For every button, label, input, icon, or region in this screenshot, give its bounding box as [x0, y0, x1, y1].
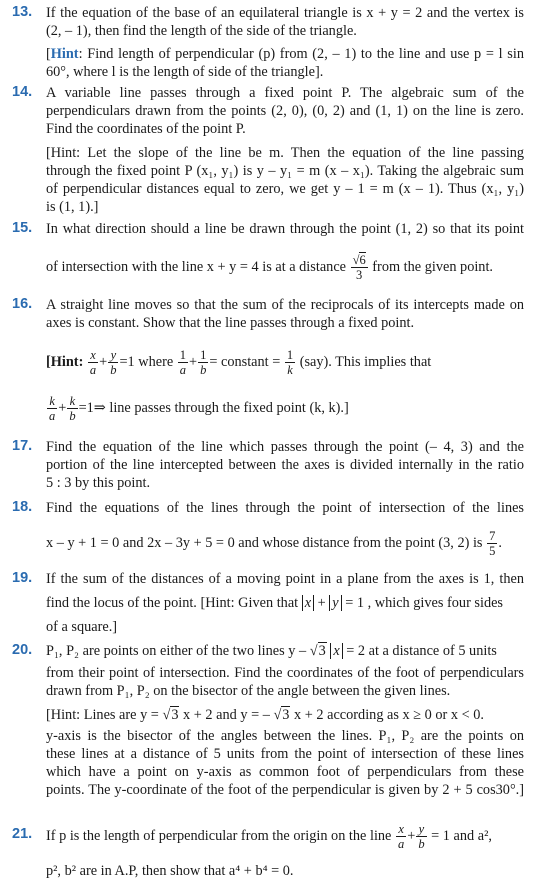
- question-text-line: If the sum of the distances of a moving point in a plane from the axes is 1, then: [46, 571, 524, 587]
- question-number: 14.: [12, 84, 33, 100]
- hint-line: is (1, 1).]: [46, 199, 99, 215]
- question-number: 15.: [12, 220, 33, 236]
- question-text-line: (2, – 1), then find the length of the side of the triangle.: [46, 23, 357, 39]
- question-number: 17.: [12, 438, 33, 454]
- question-text-line: Find the equations of the lines through the point of intersection of the lines: [46, 500, 524, 516]
- question-text-line: of a square.]: [46, 619, 118, 635]
- question-text-line: x – y + 1 = 0 and 2x – 3y + 5 = 0 and whose distance from the point (3, 2) is $\frac{7}{5}$ .: [46, 529, 502, 559]
- question-text-line: perpendiculars drawn from the points (2, 0), (0, 2) and (1, 1) on the line is zero.: [46, 103, 524, 119]
- question-number: 16.: [12, 296, 33, 312]
- hint-line: [Hint: Let the slope of the line be m. Then the equation of the line passing: [46, 145, 524, 161]
- question-text-line: 5 : 3 by this point.: [46, 475, 151, 491]
- hint-line: 60°, where l is the length of side of the triangle].: [46, 64, 324, 80]
- hint-line: these lines at a distance of 5 units from the point of intersection of these lines: [46, 746, 524, 762]
- hint-line: which have a point on y-axis as common foot of perpendiculars from these: [46, 764, 524, 780]
- question-text-line: If p is the length of perpendicular from the origin on the line $\frac{x}{a}$ + $\frac{y}{b}$ = 1 and a²,: [46, 822, 492, 852]
- question-text-line: Find the coordinates of the point P.: [46, 121, 246, 137]
- hint-line: y-axis is the bisector of the angles between the lines. P₁, P₂ are the points on: [46, 728, 524, 744]
- question-text-line: p², b² are in A.P, then show that a⁴ + b⁴ = 0.: [46, 863, 294, 879]
- fraction-sqrt6-over-3: $\frac{√6}{3}$: [352, 253, 366, 283]
- hint-label: Hint: [50, 46, 79, 62]
- question-text-line: portion of the line intercepted between the axes is divided internally in the ratio: [46, 457, 524, 473]
- question-text-line: axes is constant. Show that the line passes through a fixed point.: [46, 315, 415, 331]
- hint-line: of perpendicular distances equal to zero, we get y – 1 = m (x – 1). Thus (x₁, y₁): [46, 181, 524, 197]
- hint-line: [Hint: Find length of perpendicular (p) from (2, – 1) to the line and use p = l sin: [46, 46, 524, 62]
- question-text-line: of intersection with the line x + y = 4 is at a distance $\frac{√6}{3}$ from the given point.: [46, 253, 494, 283]
- question-text-line: In what direction should a line be drawn through the point (1, 2) so that its point: [46, 221, 524, 237]
- hint-line: [Hint: $\frac{x}{a}$ + $\frac{y}{b}$ =1 where $\frac{1}{a}$ + $\frac{1}{b}$ = constant = $\frac{1}{k}$ (say). This implies that: [46, 348, 432, 378]
- question-number: 18.: [12, 499, 33, 515]
- question-text-line: find the locus of the point. [Hint: Given that x + y = 1 , which gives four sides: [46, 595, 503, 611]
- hint-line: [Hint: Lines are y = √3 x + 2 and y = – √3 x + 2 according as x ≥ 0 or x < 0.: [46, 707, 484, 723]
- question-text-line: Find the equation of the line which passes through the point (– 4, 3) and the: [46, 439, 524, 455]
- hint-line: through the fixed point P (x₁, y₁) is y – y₁ = m (x – x₁). Taking the algebraic sum: [46, 163, 524, 179]
- hint-line: points. The y-coordinate of the foot of the perpendicular is given by 2 + 5 cos30°.]: [46, 782, 524, 798]
- question-text-line: If the equation of the base of an equilateral triangle is x + y = 2 and the vertex is: [46, 5, 524, 21]
- question-number: 20.: [12, 642, 33, 658]
- question-text-line: drawn from P₁, P₂ on the bisector of the angle between the given lines.: [46, 683, 451, 699]
- question-number: 13.: [12, 4, 33, 20]
- question-text-line: from their point of intersection. Find the coordinates of the foot of perpendiculars: [46, 665, 524, 681]
- question-text-line: A variable line passes through a fixed point P. The algebraic sum of the: [46, 85, 524, 101]
- question-text-line: A straight line moves so that the sum of the reciprocals of its intercepts made on: [46, 297, 524, 313]
- hint-line: $\frac{k}{a}$ + $\frac{k}{b}$ =1⇒ line passes through the fixed point (k, k).]: [49, 394, 349, 424]
- question-number: 21.: [12, 826, 33, 842]
- question-number: 19.: [12, 570, 33, 586]
- question-text-line: P₁, P₂ are points on either of the two lines y – √3 x = 2 at a distance of 5 units: [46, 643, 497, 659]
